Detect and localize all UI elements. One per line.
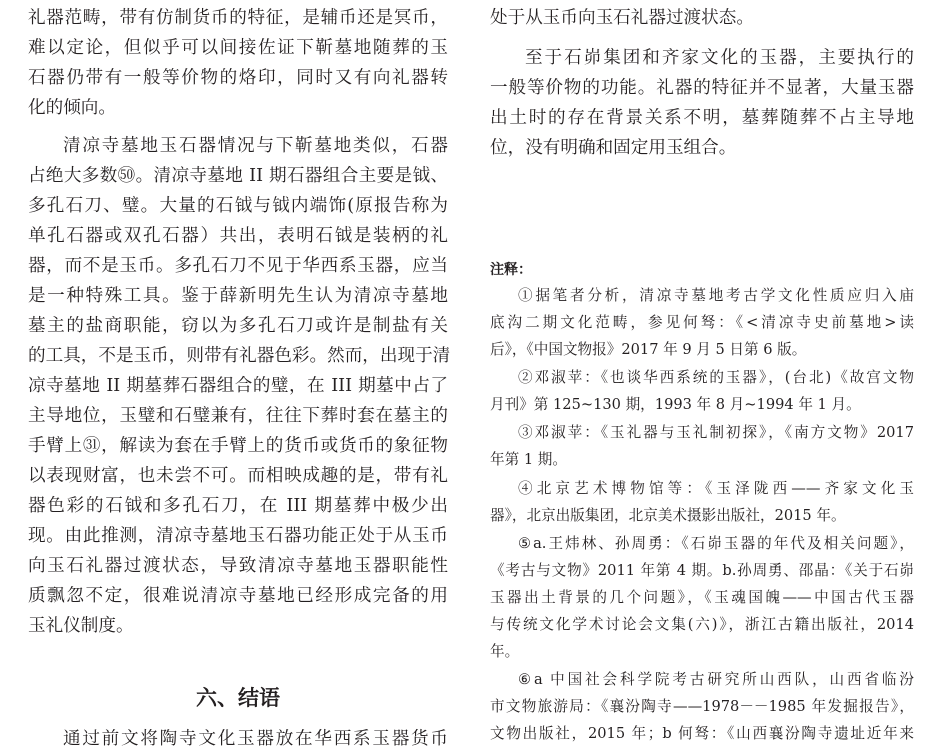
- note-line: 年第 1 期。: [490, 451, 567, 468]
- text-line: 质飘忽不定，很难说清凉寺墓地已经形成完备的用: [28, 586, 448, 606]
- note-line: 与传统文化学术讨论会文集(六)》，浙江古籍出版社，2014: [490, 616, 914, 633]
- notes-heading: 注释：: [490, 262, 532, 278]
- note-line: ②邓淑苹：《也谈华西系统的玉器》，(台北)《故宫文物: [518, 369, 914, 386]
- note-line: 月刊》第 125~130 期，1993 年 8 月~1994 年 1 月。: [490, 396, 861, 413]
- text-line: 玉礼仪制度。: [28, 616, 134, 636]
- text-line: 手臂上㉛，解读为套在手臂上的货币或货币的象征物: [28, 436, 448, 456]
- text-line: 难以定论，但似乎可以间接佐证下靳墓地随葬的玉: [28, 38, 448, 58]
- text-line: 是一种特殊工具。鉴于薛新明先生认为清凉寺墓地: [28, 286, 448, 306]
- text-line: 化的倾向。: [28, 98, 116, 118]
- text-line: 的工具，不是玉币，则带有礼器色彩。然而，出现于清: [28, 346, 451, 366]
- paragraph-3-line: 通过前文将陶寺文化玉器放在华西系玉器货币: [63, 729, 448, 749]
- note-line: 市文物旅游局：《襄汾陶寺——1978－－1985 年发掘报告》，: [490, 698, 914, 715]
- text-line: 主导地位，玉璧和石璧兼有，往往下葬时套在墓主的: [28, 406, 448, 426]
- text-line: 至于石峁集团和齐家文化的玉器，主要执行的: [525, 48, 914, 68]
- note-line: ⑥a 中国社会科学院考古研究所山西队，山西省临汾: [518, 671, 914, 688]
- note-line: 玉器出土背景的几个问题》，《玉魂国魄——中国古代玉器: [490, 589, 914, 606]
- note-line: ①据笔者分析，清凉寺墓地考古学文化性质应归入庙: [518, 287, 914, 304]
- text-line: 位，没有明确和固定用玉组合。: [490, 138, 737, 158]
- text-line: 清凉寺墓地玉石器情况与下靳墓地类似，石器: [63, 136, 448, 156]
- note-line: ⑤a.王炜林、孙周勇：《石峁玉器的年代及相关问题》，: [518, 535, 914, 552]
- note-line: 后》，《中国文物报》2017 年 9 月 5 日第 6 版。: [490, 341, 807, 358]
- text-line: 占绝大多数㊿。清凉寺墓地 II 期石器组合主要是钺、: [28, 166, 448, 186]
- note-line: 文物出版社，2015 年；b 何驽：《山西襄汾陶寺遗址近年来: [490, 725, 914, 742]
- text-line: 单孔石器或双孔石器）共出，表明石钺是装柄的礼: [28, 226, 448, 246]
- text-line: 凉寺墓地 II 期墓葬石器组合的璧，在 III 期墓中占了: [28, 376, 448, 396]
- note-line: 年。: [490, 643, 520, 660]
- text-line: 一般等价物的功能。礼器的特征并不显著，大量玉器: [490, 78, 914, 98]
- text-line: 器，而不是玉币。多孔石刀不见于华西系玉器，应当: [28, 256, 448, 276]
- text-line: 器色彩的石钺和多孔石刀，在 III 期墓葬中极少出: [28, 496, 448, 516]
- text-line: 礼器范畴，带有仿制货币的特征，是辅币还是冥币，: [28, 8, 448, 28]
- text-line: 出土时的存在背景关系不明，墓葬随葬不占主导地: [490, 108, 914, 128]
- text-line: 向玉石礼器过渡状态，导致清凉寺墓地玉器职能性: [28, 556, 448, 576]
- text-line: 墓主的盐商职能，窃以为多孔石刀或许是制盐有关: [28, 316, 448, 336]
- text-line: 现。由此推测，清凉寺墓地玉石器功能正处于从玉币: [28, 526, 448, 546]
- note-line: ④北京艺术博物馆等：《玉泽陇西——齐家文化玉: [518, 480, 914, 497]
- section-heading: 六、结语: [196, 686, 280, 710]
- text-line: 石器仍带有一般等价物的烙印，同时又有向礼器转: [28, 68, 448, 88]
- note-line: ③邓淑苹：《玉礼器与玉礼制初探》，《南方文物》2017: [518, 424, 914, 441]
- text-line: 以表现财富，也未尝不可。而相映成趣的是，带有礼: [28, 466, 448, 486]
- note-line: 器》，北京出版集团，北京美术摄影出版社，2015 年。: [490, 507, 846, 524]
- note-line: 《考古与文物》2011 年第 4 期。b.孙周勇、邵晶：《关于石峁: [490, 562, 914, 579]
- text-line: 处于从玉币向玉石礼器过渡状态。: [490, 8, 754, 28]
- text-line: 多孔石刀、璧。大量的石钺与钺内端饰(原报告称为: [28, 196, 448, 216]
- note-line: 底沟二期文化范畴，参见何驽：《<清凉寺史前墓地>读: [490, 314, 914, 331]
